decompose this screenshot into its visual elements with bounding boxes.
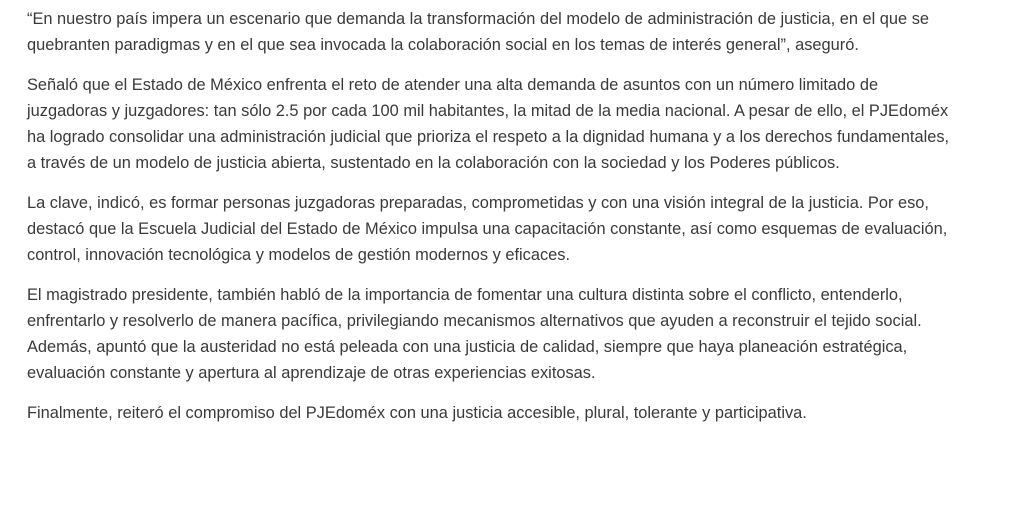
article-body [27, 6, 957, 440]
article-paragraph: “En nuestro país impera un escenario que demanda la transformación del modelo de administración de justicia, en el que se quebranten paradigmas y en el que sea invocada la colaboración social en los temas de interés general”, aseguró. [27, 10, 930, 54]
article-paragraph: La clave, indicó, es formar personas juzgadoras preparadas, comprometidas y con una visión integral de la justicia. Por eso, destacó que la Escuela Judicial del Estado de México impulsa una capacitación constante, así como esquemas de evaluación, control, innovación tecnológica y modelos de gestión modernos y eficaces. [27, 194, 948, 264]
article-paragraph: Señaló que el Estado de México enfrenta el reto de atender una alta demanda de asuntos con un número limitado de juzgadoras y juzgadores: tan sólo 2.5 por cada 100 mil habitantes, la mitad de la media nacional. A pesar de ello, el PJEdoméx ha logrado consolidar una administración judicial que prioriza el respeto a la dignidad humana y a los derechos fundamentales, a través de un modelo de justicia abierta, sustentado en la colaboración con la sociedad y los Poderes públicos. [27, 76, 950, 172]
article-paragraph: Finalmente, reiteró el compromiso del PJEdoméx con una justicia accesible, plural, tolerante y participativa. [27, 404, 807, 422]
article-paragraph: El magistrado presidente, también habló de la importancia de fomentar una cultura distinta sobre el conflicto, entenderlo, enfrentarlo y resolverlo de manera pacífica, privilegiando mecanismos alternativos que ayuden a reconstruir el tejido social. Además, apuntó que la austeridad no está peleada con una justicia de calidad, siempre que haya planeación estratégica, evaluación constante y apertura al aprendizaje de otras experiencias exitosas. [27, 286, 922, 382]
